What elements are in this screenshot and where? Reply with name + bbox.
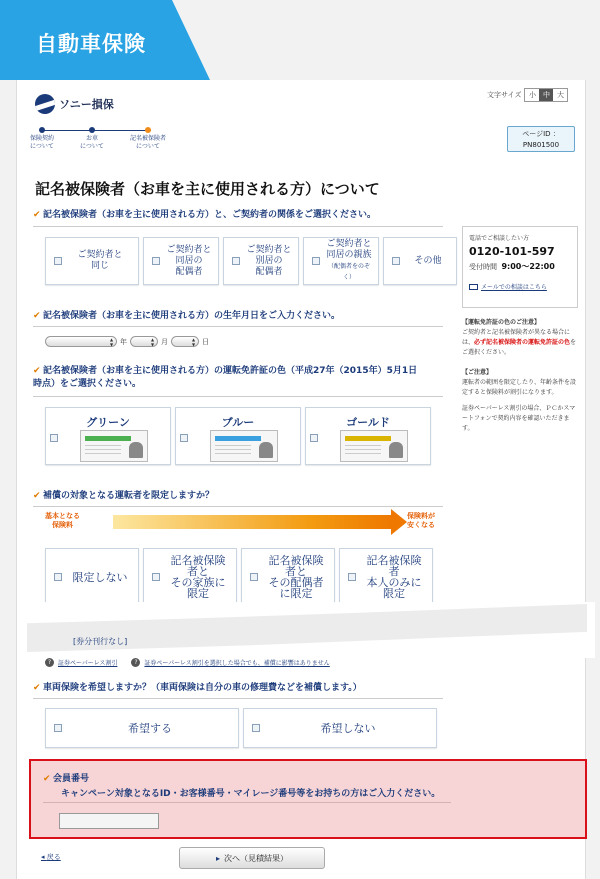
member-number-title [43, 771, 89, 784]
checkbox[interactable] [312, 257, 320, 265]
license-blue-option[interactable] [175, 407, 301, 465]
vehicle-insurance-no-option[interactable] [243, 708, 437, 748]
banner-title: 自動車保険 [36, 32, 146, 56]
license-green-option[interactable] [45, 407, 171, 465]
member-number-section [29, 759, 587, 839]
mail-link-text: メールでの相談はこちら [481, 284, 547, 291]
license-color-label: ゴールド [346, 416, 390, 429]
note-text: ご契約者と記名被保険者が異なる場合には、 [462, 329, 571, 346]
divider [33, 396, 443, 397]
option-label: 同居の親族 [326, 250, 372, 260]
page-id-box [507, 126, 575, 152]
option-label: 配偶者 [255, 266, 283, 277]
birth-year-select[interactable] [45, 336, 117, 347]
checkbox[interactable] [152, 573, 160, 581]
birth-day-select[interactable] [171, 336, 199, 347]
checkbox[interactable] [392, 257, 400, 265]
step-dot-icon [39, 127, 45, 133]
q1-option-same[interactable] [45, 237, 139, 285]
q2-heading-text: 記名被保険者（お車を主に使用される方）の生年月日をご入力ください。 [43, 311, 341, 321]
checkbox[interactable] [252, 724, 260, 732]
note-text: 証券ペーパーレス割引の場合、ＰＣかスマートフォンで契約内容を確認いただきます。 [462, 405, 576, 432]
option-label: ご契約者と [77, 250, 123, 260]
driver-spouse-option[interactable] [241, 548, 335, 606]
option-label: 記名被保険者と [268, 554, 324, 578]
driver-family-option[interactable] [143, 548, 237, 606]
checkbox[interactable] [54, 257, 62, 265]
premium-arrow-bar [113, 515, 393, 529]
q4-options [45, 548, 433, 606]
option-label: 希望しない [320, 721, 376, 735]
arrow-right-text: 保険料が [407, 512, 435, 520]
divider [33, 698, 443, 699]
option-label: 本人のみに限定 [366, 576, 422, 600]
license-color-label: グリーン [86, 416, 130, 429]
q3-heading-text: 時点）をご選択ください。 [33, 379, 142, 389]
q2-heading [33, 310, 443, 323]
check-icon: ✔ [33, 311, 41, 321]
option-label: 希望する [128, 721, 172, 735]
option-label: 同じ [90, 261, 109, 271]
step-contract [15, 126, 69, 151]
option-label: その他 [414, 255, 442, 266]
checkbox[interactable] [54, 573, 62, 581]
note-text: をご選択ください。 [462, 339, 577, 356]
option-label: その家族に限定 [170, 576, 226, 600]
driver-self-option[interactable] [339, 548, 433, 606]
divider [33, 506, 443, 507]
month-label: 月 [161, 337, 168, 346]
chevron-left-icon: ◂ [41, 853, 45, 861]
member-number-input[interactable] [59, 813, 159, 829]
step-dot-icon [89, 127, 95, 133]
license-note [462, 318, 578, 358]
q3-options [45, 407, 431, 465]
license-card-icon [210, 430, 278, 462]
note-title: 【ご注意】 [462, 369, 493, 376]
check-icon: ✔ [43, 774, 51, 784]
back-link-text: 戻る [46, 853, 61, 861]
day-label: 日 [202, 337, 209, 346]
hours-value: 9:00〜22:00 [501, 262, 555, 271]
check-icon: ✔ [33, 491, 41, 501]
q1-options [45, 237, 457, 285]
option-label: 同居の [175, 255, 203, 266]
option-label: ご契約者と [326, 239, 372, 249]
note-text: 運転者の範囲を限定したり、年齢条件を設定すると保険料が割引になります。 [462, 379, 577, 396]
q1-option-relative[interactable] [303, 237, 379, 285]
checkbox[interactable] [180, 434, 188, 442]
step-label: 記名被保険者 [129, 135, 166, 142]
q3-heading-text: 記名被保険者（お車を主に使用される方）の運転免許証の色（平成27年（2015年）5月1日 [43, 366, 418, 376]
q1-option-spouse-living-apart[interactable] [223, 237, 299, 285]
logo-text: ソニー損保 [59, 98, 114, 111]
arrow-right-text: 安くなる [407, 521, 435, 529]
page-title: 記名被保険者（お車を主に使用される方）について [35, 180, 380, 198]
option-label: 記名被保険者と [170, 554, 226, 578]
top-banner [0, 0, 600, 80]
option-sublabel: （配偶者をのぞく） [327, 263, 370, 281]
q5-heading-text: 車両保険を希望しますか？（車両保険は自分の車の修理費などを補償します。） [43, 683, 362, 693]
vehicle-insurance-yes-option[interactable] [45, 708, 239, 748]
q1-option-other[interactable] [383, 237, 457, 285]
caution-note [462, 368, 578, 434]
note-title: 【運転免許証の色のご注意】 [462, 319, 541, 326]
option-label: その配偶者に限定 [268, 576, 324, 600]
q3-heading [33, 365, 443, 391]
option-label: 記名被保険者 [366, 554, 422, 578]
font-size-large-button[interactable]: 大 [553, 89, 567, 101]
sidebar [462, 226, 578, 434]
paperless-link[interactable]: 証券ペーパーレス割引 [58, 660, 118, 667]
checkbox[interactable] [232, 257, 240, 265]
license-card-icon [80, 430, 148, 462]
checkbox[interactable] [54, 724, 62, 732]
contact-label: 電話でご相談したい方 [469, 235, 530, 242]
info-icon: ? [45, 658, 54, 667]
arrow-right-label [407, 512, 435, 530]
q1-option-spouse-living-together[interactable] [143, 237, 219, 285]
step-car [65, 126, 119, 151]
birthdate-selects [45, 336, 209, 347]
form-card [16, 80, 586, 879]
checkbox[interactable] [310, 434, 318, 442]
font-size-medium-button[interactable]: 中 [539, 89, 553, 101]
page-id-label: ページID ： [522, 130, 560, 138]
font-size-label: 文字サイズ [487, 91, 522, 99]
note-emphasis: 必ず記名被保険者の運転免許証の色 [474, 339, 571, 346]
mail-contact-link[interactable] [469, 282, 571, 291]
info-icon: ? [131, 658, 140, 667]
step-label: お車 [85, 135, 98, 142]
q4-heading-text: 補償の対象となる運転者を限定しますか？ [43, 491, 215, 501]
font-size-small-button[interactable]: 小 [525, 89, 539, 101]
step-label: について [30, 143, 54, 150]
mail-icon [469, 284, 478, 290]
page-id-value: PN801500 [522, 141, 560, 149]
arrow-left-text: 基本となる [45, 512, 80, 520]
q4-heading [33, 490, 443, 503]
paperless-note-link[interactable]: 証券ペーパーレス割引を選択した場合でも、補償に影響はありません [144, 660, 330, 667]
logo[interactable] [35, 94, 114, 114]
q1-heading [33, 209, 443, 222]
checkbox[interactable] [250, 573, 258, 581]
check-icon: ✔ [33, 366, 41, 376]
arrow-left-label [45, 512, 80, 530]
progress-steps [29, 126, 185, 156]
driver-no-limit-option[interactable] [45, 548, 139, 606]
font-size-switcher [487, 88, 568, 102]
check-icon: ✔ [33, 683, 41, 693]
step-label: 保険契約 [29, 135, 54, 142]
q1-heading-text: 記名被保険者（お車を主に使用される方）と、ご契約者の関係をご選択ください。 [43, 210, 377, 220]
checkbox[interactable] [50, 434, 58, 442]
contact-box [462, 226, 578, 308]
next-button-label: 次へ（見積結果） [224, 853, 288, 863]
member-title-text: 会員番号 [53, 774, 90, 784]
option-label: 配偶者 [175, 266, 203, 277]
checkbox[interactable] [348, 573, 356, 581]
divider [33, 226, 443, 227]
license-color-label: ブルー [221, 416, 255, 429]
license-gold-option[interactable] [305, 407, 431, 465]
step-dot-current-icon [145, 127, 151, 133]
check-icon: ✔ [33, 210, 41, 220]
option-label: ご契約者と [246, 244, 292, 255]
divider [43, 802, 451, 803]
next-button[interactable] [179, 847, 325, 869]
q5-options [45, 708, 437, 748]
q5-heading [33, 682, 443, 695]
member-number-description: キャンペーン対象となるID・お客様番号・マイレージ番号等をお持ちの方はご入力ください。 [61, 789, 441, 799]
option-label: 別居の [255, 255, 283, 266]
chevron-right-icon: ▸ [215, 853, 220, 863]
checkbox[interactable] [152, 257, 160, 265]
option-label: 限定しない [72, 570, 128, 584]
phone-number[interactable]: 0120-101-597 [469, 245, 555, 258]
option-label: ご契約者と [166, 244, 212, 255]
license-card-icon [340, 430, 408, 462]
hours-label: 受付時間 [469, 263, 497, 271]
arrow-right-icon [391, 509, 407, 535]
divider [33, 326, 443, 327]
step-insured [121, 126, 175, 151]
step-label: について [136, 143, 160, 150]
logo-mark-icon [35, 94, 55, 114]
birth-month-select[interactable] [130, 336, 158, 347]
year-label: 年 [120, 337, 127, 346]
cut-fragment-text: [券分刊行なし] [73, 637, 128, 646]
back-link[interactable] [41, 852, 61, 862]
arrow-left-text: 保険料 [52, 521, 73, 529]
step-label: について [80, 143, 104, 150]
paperless-notes [45, 658, 330, 667]
